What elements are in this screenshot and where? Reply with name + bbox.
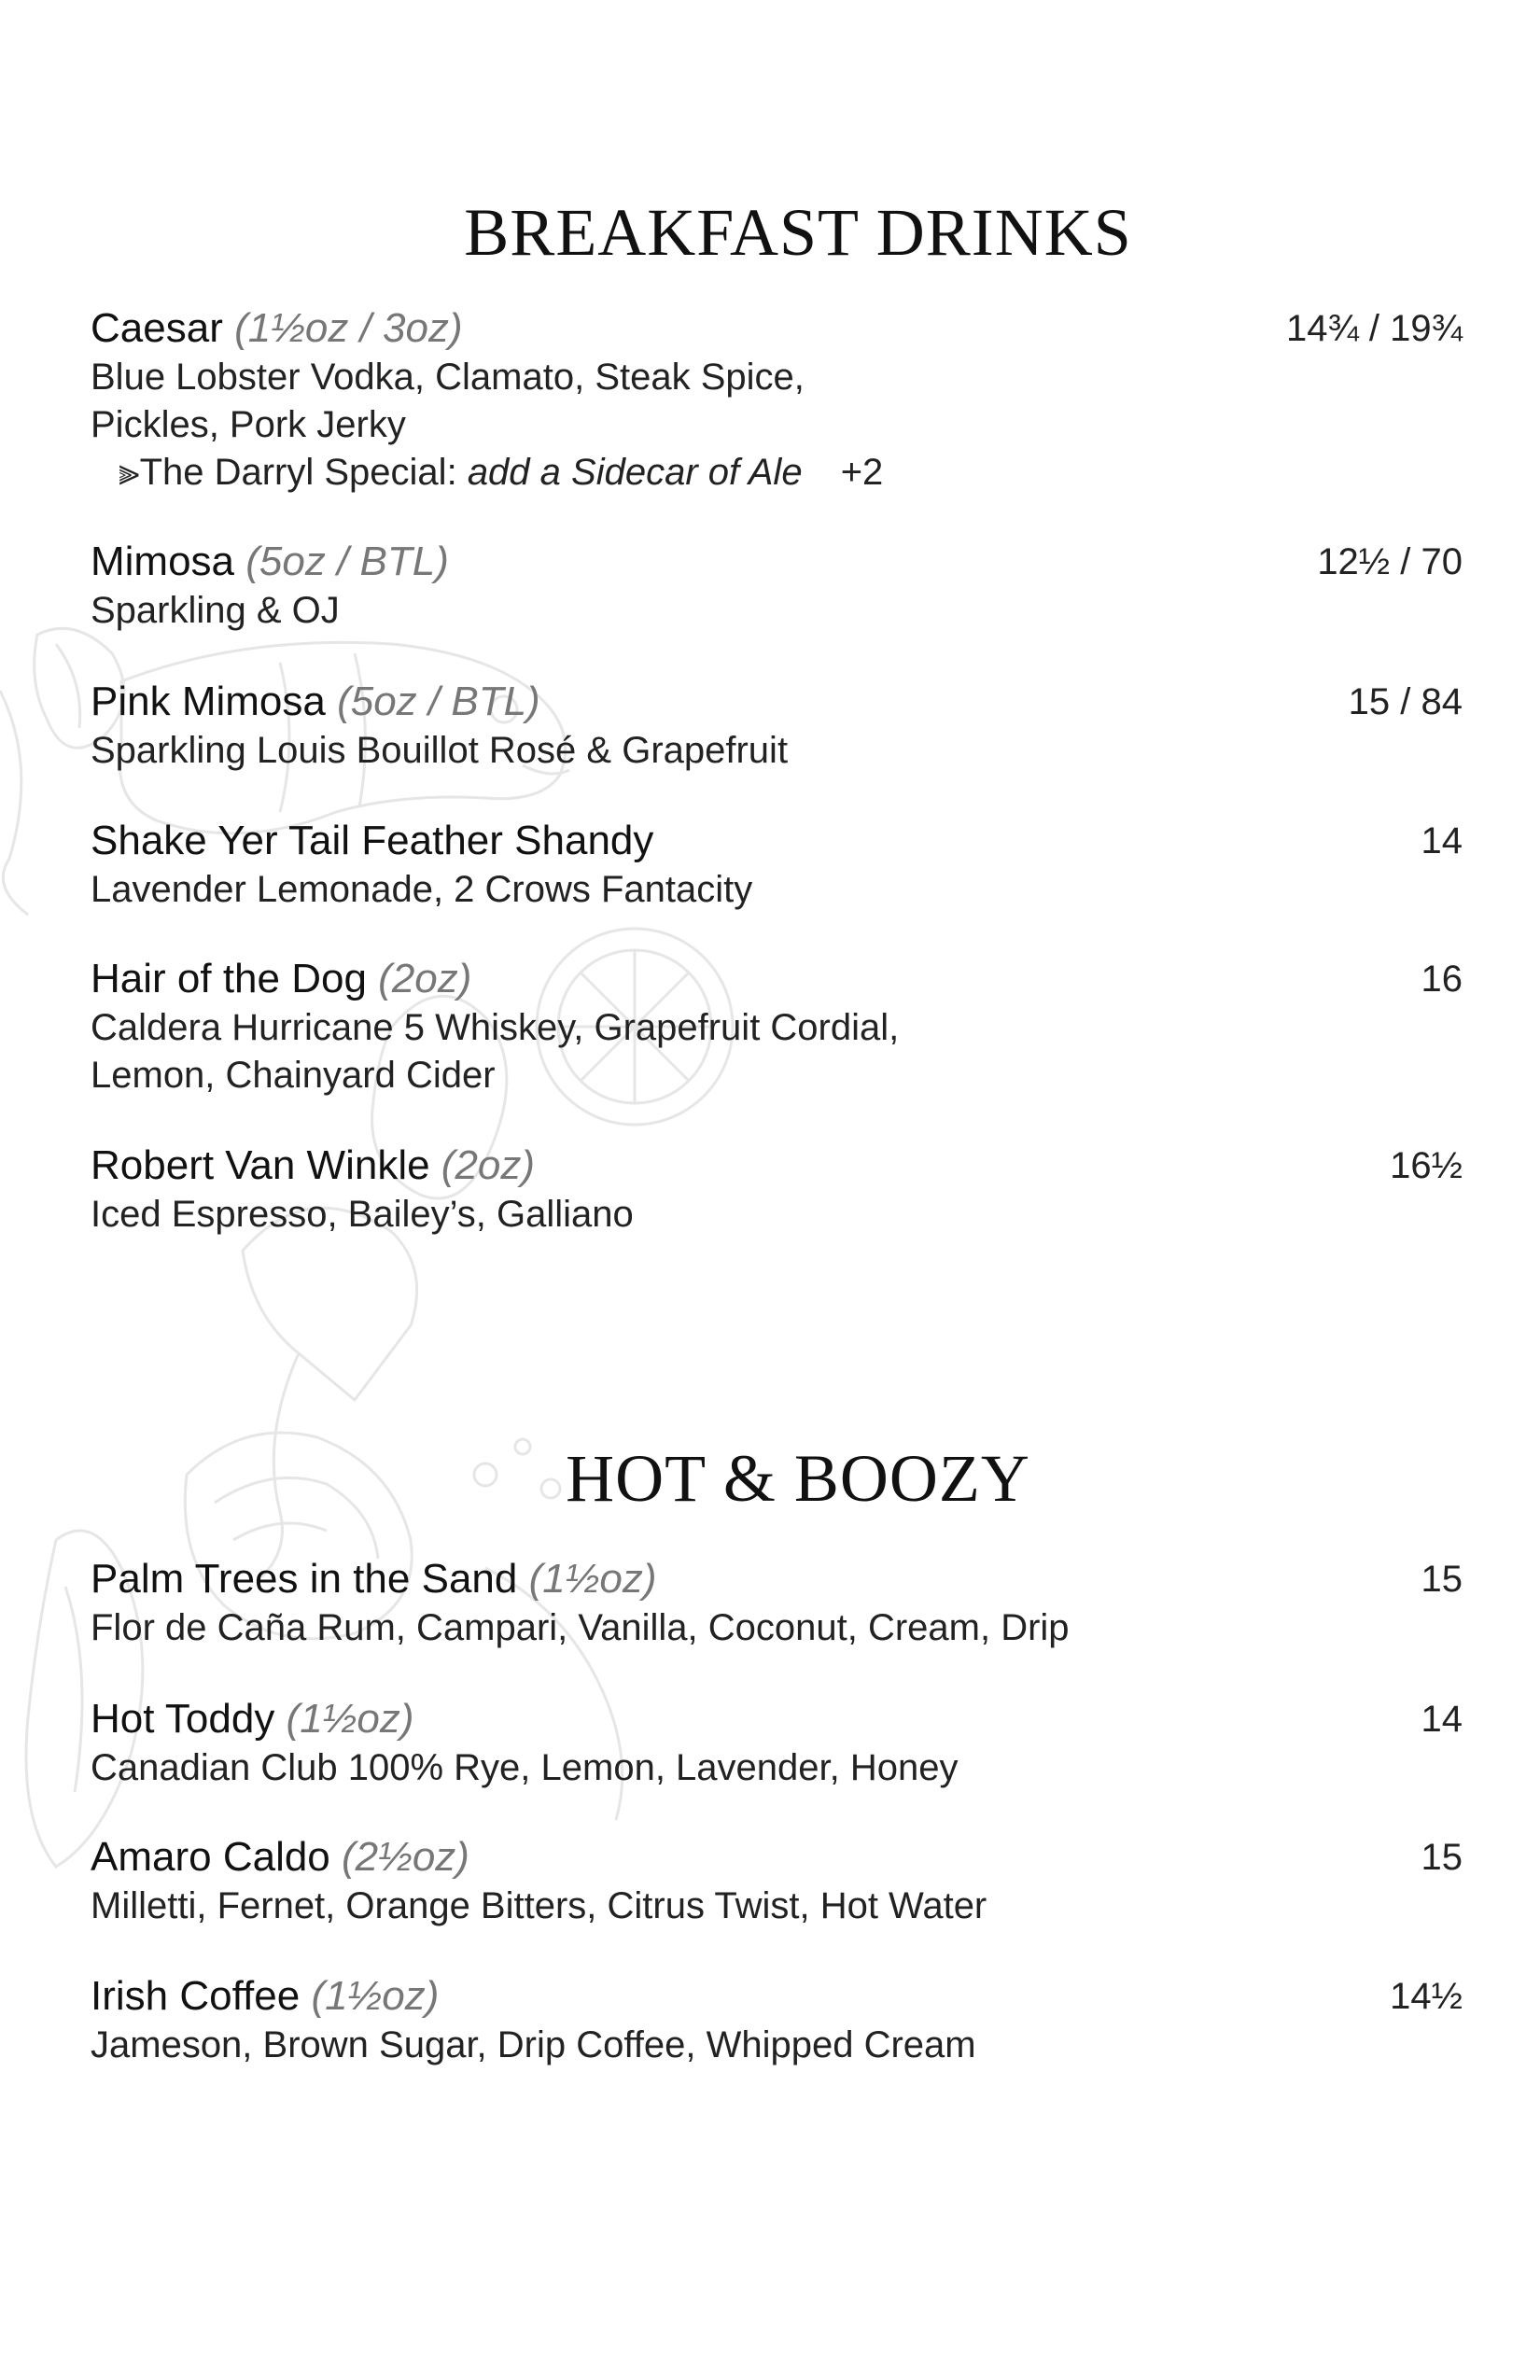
item-description-line: Sparkling & OJ: [91, 590, 340, 631]
section-title-breakfast-drinks: BREAKFAST DRINKS: [464, 195, 1132, 271]
item-price: 14½: [1390, 1976, 1463, 2017]
special-text: add a Sidecar of Ale: [467, 452, 803, 493]
item-heading: [91, 537, 1463, 587]
item-price: 16: [1421, 959, 1463, 1000]
menu-item-caesar: [91, 303, 1463, 497]
item-name: Hot Toddy: [91, 1696, 275, 1742]
item-price: 14: [1421, 1699, 1463, 1740]
item-size: (1½oz): [528, 1556, 657, 1602]
item-size: (5oz / BTL): [245, 539, 449, 584]
item-description-line: Iced Espresso, Bailey’s, Galliano: [91, 1194, 634, 1235]
item-price: 14: [1421, 820, 1463, 861]
menu-item-amaro-caldo: [91, 1832, 1463, 1930]
menu-item-mimosa: [91, 537, 1463, 635]
item-heading: [91, 1832, 1463, 1883]
item-description-line: Lavender Lemonade, 2 Crows Fantacity: [91, 869, 753, 910]
item-heading: [91, 954, 1463, 1004]
item-price: 16½: [1390, 1145, 1463, 1186]
menu-item-shandy: [91, 816, 1463, 914]
item-price: 15: [1421, 1559, 1463, 1600]
item-name: Irish Coffee: [91, 1973, 301, 2019]
menu-item-palm-trees-in-the-sand: [91, 1554, 1463, 1652]
item-price: 12½ / 70: [1317, 541, 1463, 582]
item-size: (1½oz): [286, 1696, 414, 1742]
item-name: Palm Trees in the Sand: [91, 1556, 518, 1602]
item-description-line: Caldera Hurricane 5 Whiskey, Grapefruit Cordial,: [91, 1007, 900, 1048]
item-description-line: Pickles, Pork Jerky: [91, 404, 406, 445]
special-label: The Darryl Special:: [139, 452, 457, 493]
menu-item-robert-van-winkle: [91, 1141, 1463, 1239]
item-heading: [91, 1971, 1463, 2022]
item-name: Hair of the Dog: [91, 956, 367, 1001]
darryl-special-addon: [91, 449, 1463, 497]
menu-item-hot-toddy: [91, 1694, 1463, 1792]
item-name: Caesar: [91, 305, 223, 351]
item-name: Robert Van Winkle: [91, 1142, 430, 1188]
menu-item-hair-of-the-dog: [91, 954, 1463, 1099]
item-name: Amaro Caldo: [91, 1834, 330, 1880]
item-heading: [91, 1141, 1463, 1191]
item-heading: [91, 303, 1463, 354]
item-heading: [91, 816, 1463, 866]
arrow-icon: ⫸: [119, 452, 140, 493]
item-heading: [91, 1554, 1463, 1604]
item-name: Pink Mimosa: [91, 679, 326, 724]
menu-item-pink-mimosa: [91, 677, 1463, 775]
item-size: (2oz): [378, 956, 472, 1001]
item-size: (1½oz): [311, 1973, 440, 2019]
item-description-line: Lemon, Chainyard Cider: [91, 1055, 496, 1096]
special-price: +2: [840, 452, 884, 493]
item-price: 15: [1421, 1837, 1463, 1878]
item-description-line: Flor de Caña Rum, Campari, Vanilla, Coconut, Cream, Drip: [91, 1607, 1070, 1648]
item-size: (1½oz / 3oz): [234, 305, 463, 351]
item-size: (5oz / BTL): [337, 679, 540, 724]
item-name: Shake Yer Tail Feather Shandy: [91, 818, 654, 863]
item-size: (2oz): [441, 1142, 536, 1188]
item-price: 15 / 84: [1348, 681, 1463, 722]
item-price: 14¾ / 19¾: [1285, 308, 1463, 349]
item-heading: [91, 1694, 1463, 1744]
menu-item-irish-coffee: [91, 1971, 1463, 2069]
item-name: Mimosa: [91, 539, 235, 584]
item-description-line: Sparkling Louis Bouillot Rosé & Grapefruit: [91, 730, 789, 771]
item-description-line: Milletti, Fernet, Orange Bitters, Citrus Twist, Hot Water: [91, 1885, 987, 1926]
section-title-hot-and-boozy: HOT & BOOZY: [566, 1441, 1030, 1517]
item-size: (2½oz): [342, 1834, 469, 1880]
item-heading: [91, 677, 1463, 727]
item-description-line: Blue Lobster Vodka, Clamato, Steak Spice,: [91, 357, 805, 398]
item-description-line: Canadian Club 100% Rye, Lemon, Lavender, Honey: [91, 1747, 959, 1788]
item-description-line: Jameson, Brown Sugar, Drip Coffee, Whipped Cream: [91, 2024, 976, 2065]
